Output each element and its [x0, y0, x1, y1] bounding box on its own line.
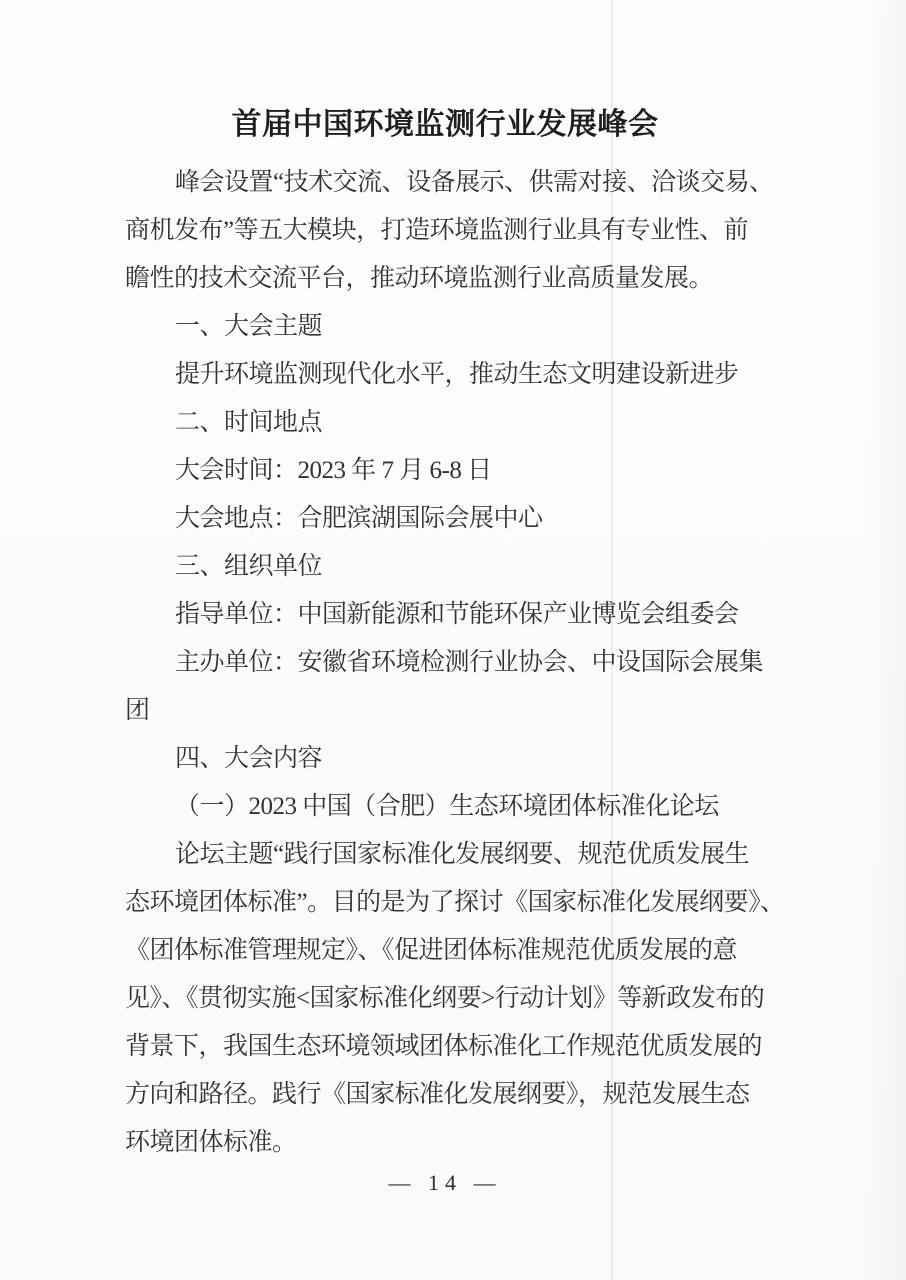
- scan-edge-shading: [866, 0, 906, 1280]
- text-line: 指导单位：中国新能源和节能环保产业博览会组委会: [175, 601, 739, 628]
- text-line: 团: [125, 697, 150, 724]
- document-title: 首届中国环境监测行业发展峰会: [231, 108, 659, 141]
- text-line: （一）2023 中国（合肥）生态环境团体标准化论坛: [175, 793, 719, 820]
- text-line: 环境团体标准。: [125, 1129, 297, 1156]
- text-line: 《团体标准管理规定》、《促进团体标准规范优质发展的意: [125, 937, 738, 964]
- text-line: 态环境团体标准”。目的是为了探讨《国家标准化发展纲要》、: [125, 889, 785, 916]
- text-line: 三、组织单位: [175, 553, 323, 580]
- text-line: 方向和路径。践行《国家标准化发展纲要》，规范发展生态: [125, 1081, 750, 1108]
- text-line: 峰会设置“技术交流、设备展示、供需对接、洽谈交易、: [175, 169, 774, 196]
- text-line: 大会时间：2023 年 7 月 6-8 日: [175, 457, 492, 484]
- text-line: 大会地点：合肥滨湖国际会展中心: [175, 505, 543, 532]
- text-line: 主办单位：安徽省环境检测行业协会、中设国际会展集: [175, 649, 764, 676]
- text-line: 二、时间地点: [175, 409, 323, 436]
- document-body: [125, 159, 785, 1167]
- text-line: 论坛主题“践行国家标准化发展纲要、规范优质发展生: [175, 841, 750, 868]
- text-line: 一、大会主题: [175, 313, 323, 340]
- page-number: — 14 —: [388, 1170, 502, 1195]
- text-line: 背景下，我国生态环境领域团体标准化工作规范优质发展的: [125, 1033, 763, 1060]
- text-line: 瞻性的技术交流平台，推动环境监测行业高质量发展。: [125, 265, 714, 292]
- text-line: 提升环境监测现代化水平，推动生态文明建设新进步: [175, 361, 739, 388]
- text-line: 四、大会内容: [175, 745, 323, 772]
- text-line: 商机发布”等五大模块，打造环境监测行业具有专业性、前: [125, 217, 749, 244]
- text-line: 见》、《贯彻实施<国家标准化纲要>行动计划》等新政发布的: [125, 985, 765, 1012]
